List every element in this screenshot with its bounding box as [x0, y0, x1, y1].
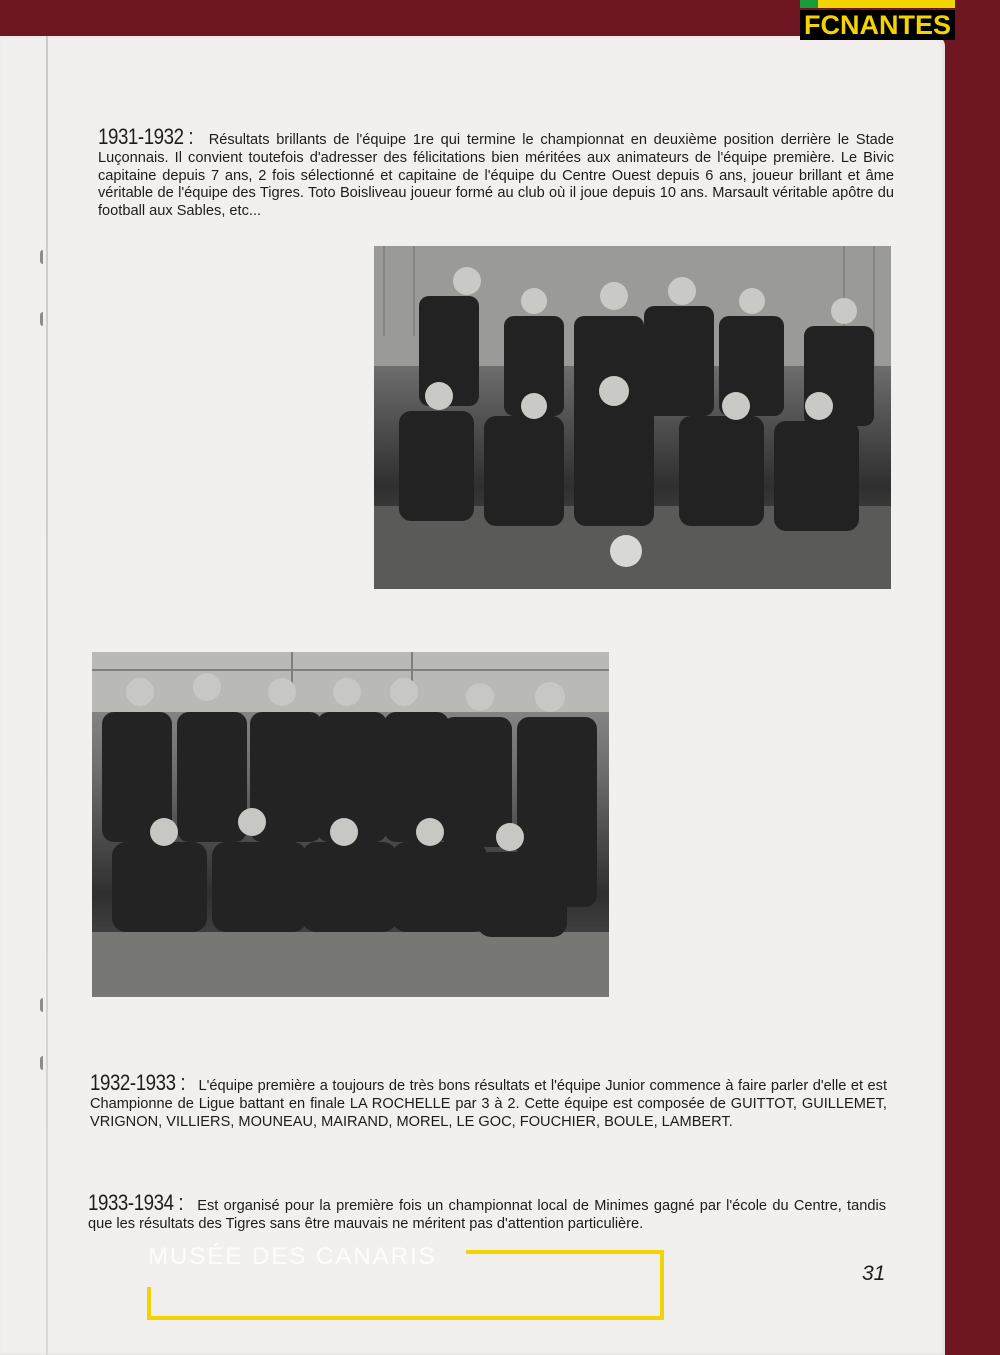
- section-year: 1931-1932 :: [98, 124, 194, 149]
- watermark-frame: [660, 1250, 664, 1320]
- brand-stripe-green: [800, 0, 818, 8]
- staple-hole: [40, 250, 51, 264]
- section-1932-1933: [90, 1070, 887, 1131]
- watermark-frame: [147, 1316, 664, 1320]
- section-year: 1933-1934 :: [88, 1190, 184, 1215]
- watermark-frame: [147, 1287, 151, 1320]
- staple-hole: [40, 998, 51, 1012]
- musee-watermark: MUSÉE DES CANARIS: [148, 1243, 437, 1270]
- team-photo-junior-drawing: [92, 652, 609, 997]
- brand-stripe-yellow: [818, 0, 955, 8]
- section-year: 1932-1933 :: [90, 1070, 186, 1095]
- brand-logo[interactable]: FCNANTES: [800, 10, 955, 40]
- page-fold: [46, 36, 48, 1355]
- staple-hole: [40, 312, 51, 326]
- section-1931-1932: [98, 124, 894, 221]
- staple-hole: [40, 1056, 51, 1070]
- section-text: Est organisé pour la première fois un championnat local de Minimes gagné par l'école du Centre, tandis que les résultats des Tigres sans être mauvais ne méritent pas d'attention particulière.: [88, 1198, 886, 1232]
- section-text: Résultats brillants de l'équipe 1re qui termine le championnat en deuxième position derrière le Stade Luçonnais. Il convient toutefois d'adresser des félicitations bien méritées aux animateurs de l'équipe première. Le Bivic capitaine depuis 7 ans, 2 fois sélectionné et capitaine de l'équipe du Centre Ouest depuis 6 ans, joueur brillant et âme véritable de l'équipe des Tigres. Toto Boisliveau joueur formé au club où il joue depuis 10 ans. Marsault véritable apôtre du football aux Sables, etc...: [98, 132, 894, 220]
- team-photo-junior: [92, 652, 609, 997]
- team-photo-1931: [374, 246, 891, 589]
- team-photo-1931-drawing: [374, 246, 891, 589]
- watermark-frame: [466, 1250, 664, 1254]
- page-number: 31: [862, 1262, 886, 1285]
- section-text: L'équipe première a toujours de très bons résultats et l'équipe Junior commence à faire parler d'elle et est Championne de Ligue battant en finale LA ROCHELLE par 3 à 2. Cette équipe est composée de GUITTOT, GUILLEMET, VRIGNON, VILLIERS, MOUNEAU, MAIRAND, MOREL, LE GOC, FOUCHIER, BOULE, LAMBERT.: [90, 1078, 887, 1130]
- section-1933-1934: [88, 1190, 886, 1234]
